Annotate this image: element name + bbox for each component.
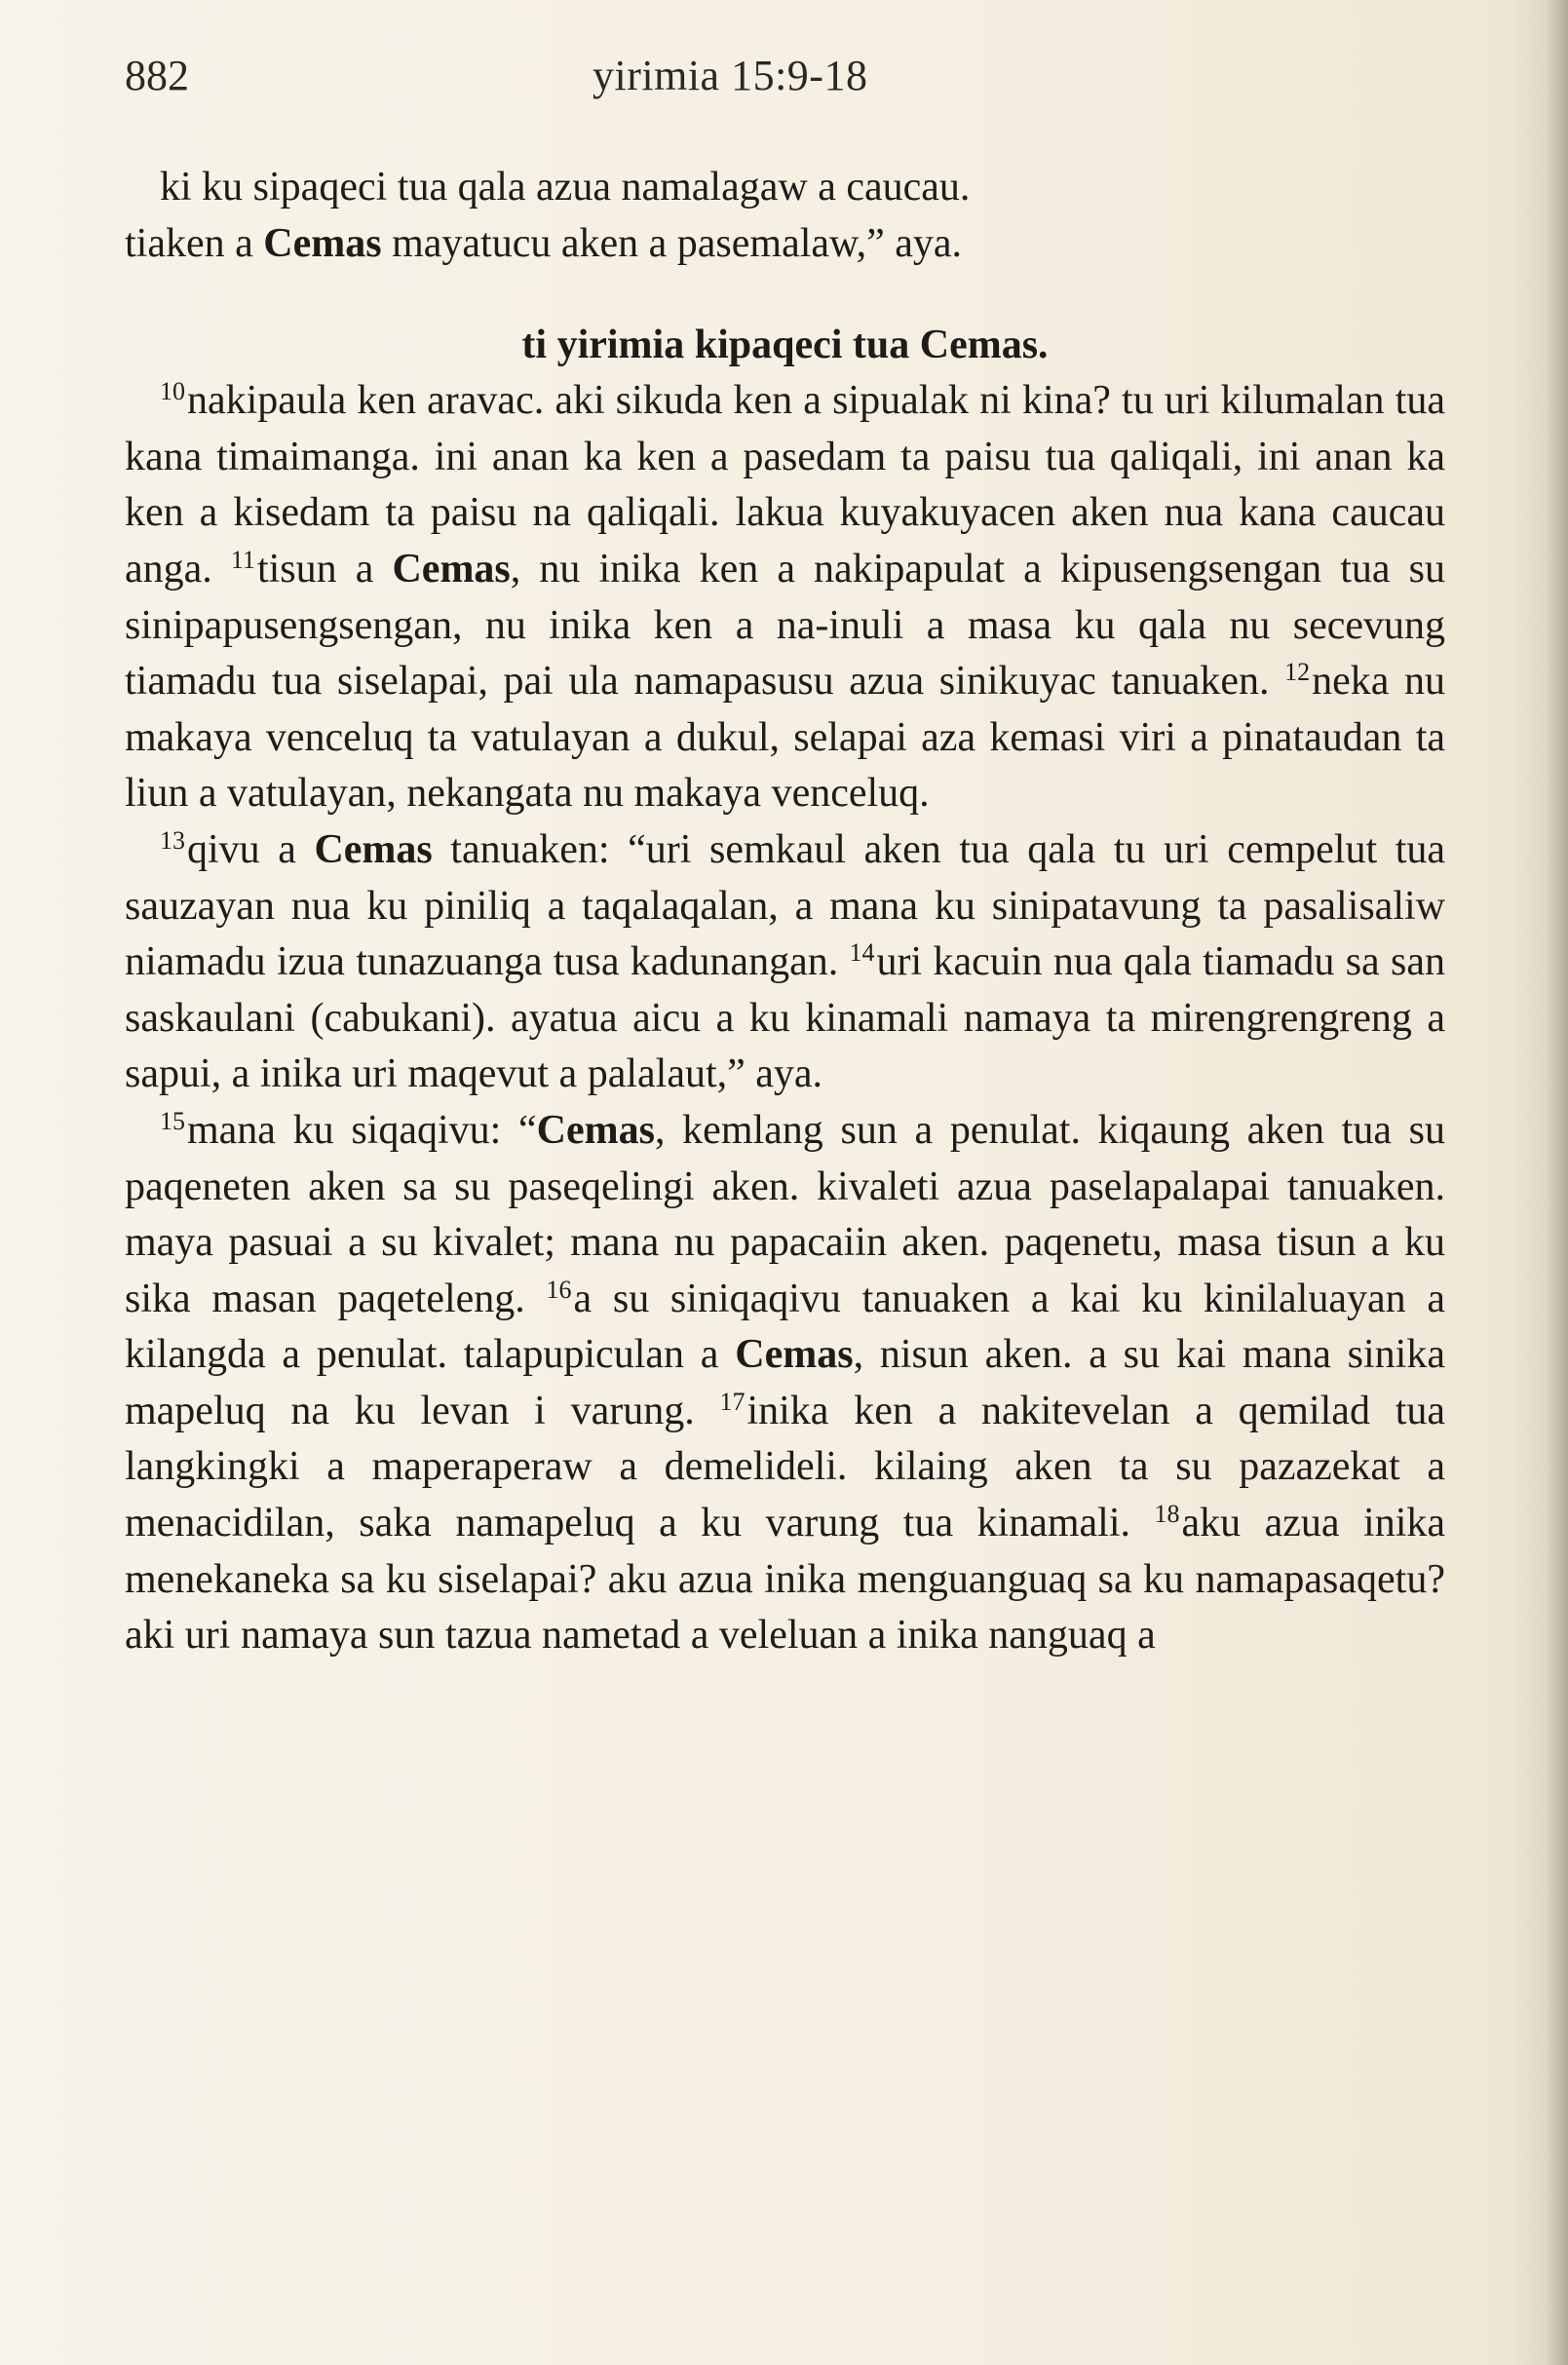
carryover-line-2-post: mayatucu aken a pasemalaw,” aya. — [381, 220, 963, 266]
verse-text: inika ken a nakitevelan a qemilad tua langkingki a maperaperaw a demelideli. kilaing aken ta su pazazekat a menacidilan, saka namapeluq a ku varung tua kinamali. — [125, 1388, 1445, 1546]
paragraph-verses-15-18 — [125, 1103, 1445, 1664]
section-heading: ti yirimia kipaqeci tua Cemas. — [521, 323, 1049, 368]
verse-number: 16 — [546, 1275, 572, 1304]
verse-text: nakipaula ken aravac. aki sikuda ken a sipualak ni kina? tu uri kilumalan tua kana timaimanga. ini anan ka ken a pasedam ta paisu tua qaliqali, ini anan ka ken a kisedam ta paisu na qaliqali. lakua kuyakuyacen aken nua kana caucau anga. — [125, 378, 1445, 591]
page-number: 882 — [125, 52, 189, 99]
verse-number: 12 — [1284, 658, 1311, 687]
verse-number: 15 — [160, 1106, 185, 1135]
verse-text: uri kacuin nua qala tiamadu sa san saskaulani (cabukani). ayatua aicu a ku kinamali namaya ta mirengrengreng a sapui, a inika uri maqevut a palalaut,” aya. — [125, 939, 1445, 1097]
verse-text: aku azua inika menekaneka sa ku siselapai? aku azua inika menguanguaq sa ku namapasaqetu? aki uri namaya sun tazua nametad a veleluan a inika nanguaq a — [125, 1501, 1446, 1659]
verse-number: 11 — [230, 545, 255, 574]
divine-name: Cemas — [392, 546, 511, 591]
verse-text: neka nu makaya venceluq ta vatulayan a dukul, selapai aza kemasi viri a pinataudan ta liun a vatulayan, nekangata nu makaya venceluq. — [125, 659, 1445, 817]
carryover-line-1: ki ku sipaqeci tua qala azua namalagaw a caucau. — [160, 165, 971, 210]
divine-name: Cemas — [536, 1107, 655, 1153]
paragraph-verses-10-12 — [125, 373, 1445, 822]
body-text — [125, 160, 1445, 1664]
verse-text: a su siniqaqivu tanuaken a kai ku kinilaluayan a kilangda a penulat. talapupiculan a — [125, 1276, 1445, 1378]
running-head: yirimia 15:9-18 — [593, 52, 868, 99]
divine-name: Cemas — [314, 826, 433, 872]
page-spine-shadow — [1547, 0, 1568, 2365]
verse-number: 17 — [719, 1387, 746, 1416]
verse-number: 10 — [160, 377, 185, 406]
verse-number: 14 — [849, 938, 875, 968]
verse-text: tisun a — [256, 546, 393, 591]
verse-text: qivu a — [187, 826, 315, 872]
carryover-paragraph — [125, 160, 1445, 272]
verse-text: mana ku siqaqivu: “ — [187, 1107, 537, 1153]
verse-text: , nu inika ken a nakipapulat a kipusengsengan tua su sinipapusengsengan, nu inika ken a na-inuli a masa ku qala nu secevung tiamadu tua siselapai, pai ula namapasusu azua sinikuyac tanuaken. — [125, 546, 1445, 705]
page-header — [125, 51, 1445, 109]
verse-text: , nisun aken. a su kai mana sinika mapeluq na ku levan i varung. — [125, 1332, 1445, 1433]
divine-name: Cemas — [263, 220, 382, 266]
verse-text: , kemlang sun a penulat. kiqaung aken tua su paqeneten aken sa su paseqelingi aken. kivaleti azua paselapalapai tanuaken. maya pasuai a su kivalet; mana nu papacaiin aken. paqenetu, masa tisun a ku sika masan paqeteleng. — [125, 1107, 1445, 1321]
verse-text: tanuaken: “uri semkaul aken tua qala tu uri cempelut tua sauzayan nua ku piniliq a taqalaqalan, a mana ku sinipatavung ta pasalisaliw niamadu izua tunazuanga tusa kadunangan. — [125, 826, 1445, 985]
verse-number: 18 — [1154, 1500, 1180, 1529]
carryover-line-2-pre: tiaken a — [125, 220, 264, 266]
divine-name: Cemas — [735, 1332, 854, 1378]
verse-number: 13 — [160, 825, 185, 855]
paragraph-verses-13-14 — [125, 822, 1445, 1103]
